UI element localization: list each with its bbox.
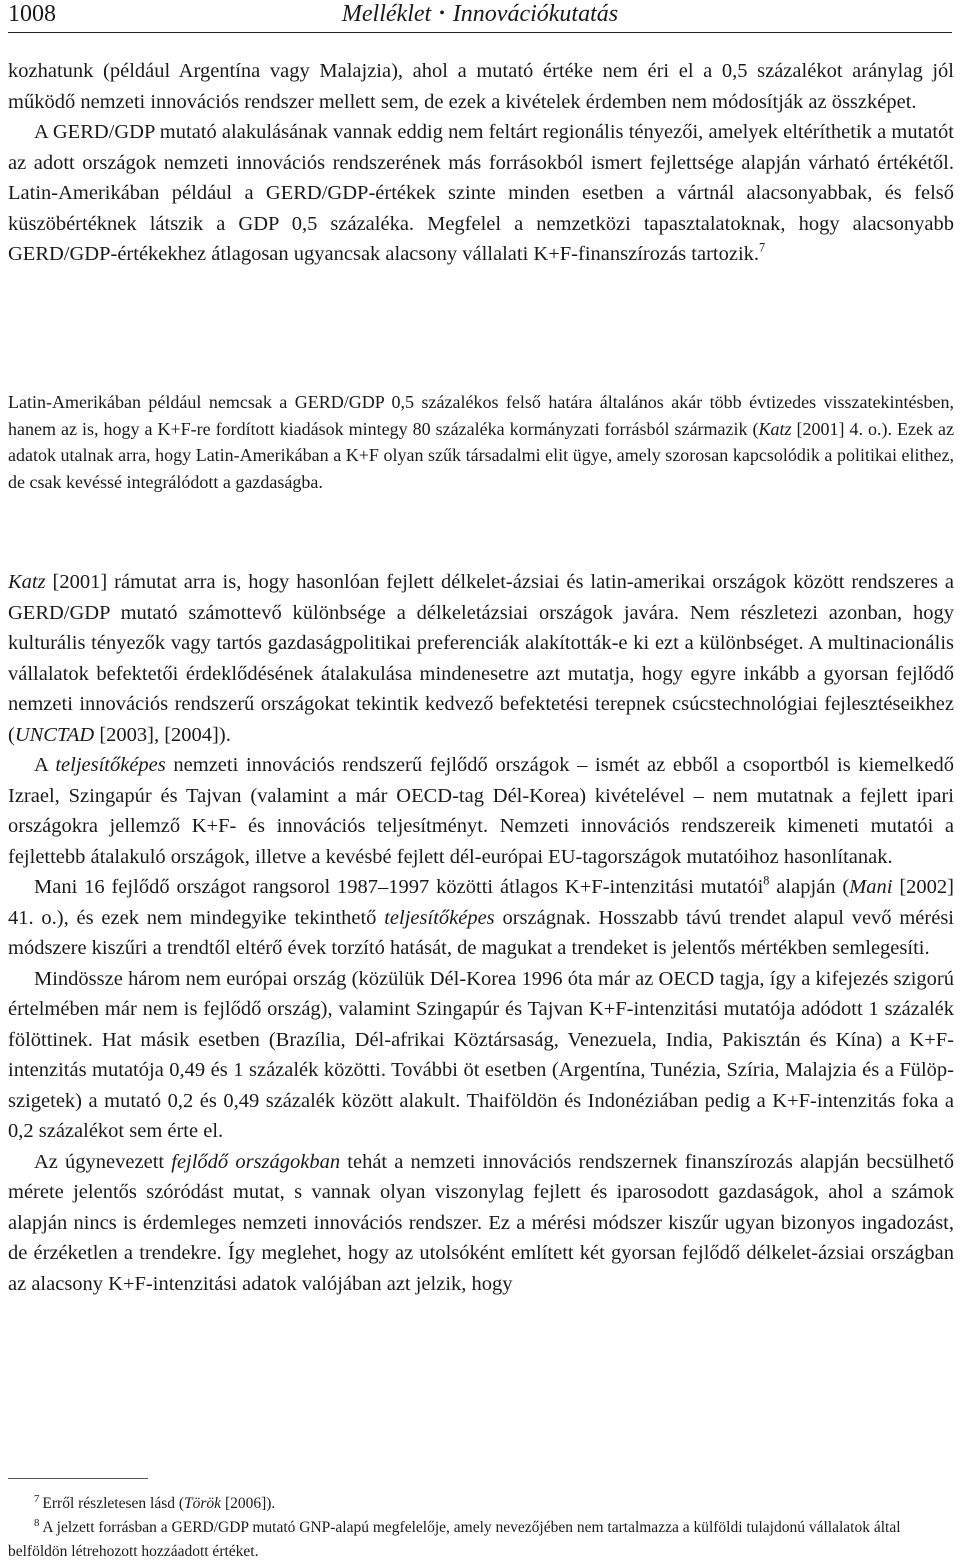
box-paragraph: Latin-Amerikában például nemcsak a GERD/GDP 0,5 százalékos felső határa általános akár több évtizedes visszatekintésben, hanem az is, hogy a K+F-re fordított kiadások mintegy 80 százaléka kormányzati forrásból származik (Katz [2001] 4. o.). Ezek az adatok utalnak arra, hogy Latin-Amerikában a K+F olyan szűk társadalmi elit ügye, amely szorosan kapcsolódik a politikai elithez, de csak kevéssé integrálódott a gazdaságba. [8, 392, 955, 492]
footnote-7: $^7$ Erről részletesen lásd (Török [2006]). [34, 1492, 276, 1512]
footnotes [8, 1492, 954, 1564]
emphasis-term: teljesítőképes [384, 906, 495, 929]
bullet-separator: • [439, 5, 445, 22]
citation-author: UNCTAD [14, 723, 95, 746]
footnote-ref-7: 7 [759, 240, 766, 255]
footnote-ref-8: 8 [763, 873, 770, 888]
footnote-8: $^8$ A jelzett forrásban a GERD/GDP mutató GNP-alapú megfelelője, amely nevezőjében nem tartalmazza a külföldi tulajdonú vállalatok által belföldön létrehozott hozzáadott értéket. [8, 1516, 901, 1560]
section-label: Melléklet [341, 1, 432, 27]
footnote-rule [8, 1478, 148, 1479]
body-block-2 [8, 567, 954, 1299]
topic-label: Innovációkutatás [452, 1, 619, 27]
running-title [8, 0, 952, 31]
paragraph-gerd-regional: A GERD/GDP mutató alakulásának vannak eddig nem feltárt regionális tényezői, amelyek eltéríthetik a mutatót az adott országok nemzeti innovációs rendszerének más forrásokból ismert fejlettsége alapján várható értékétől. Latin-Amerikában például a GERD/GDP-értékek szinte minden esetben a vártnál alacsonyabbak, és felső küszöbértéknek látszik a GDP 0,5 százaléka. Megfelel a nemzetközi tapasztalatoknak, hogy alacsonyabb GERD/GDP-értékekhez átlagosan ugyancsak alacsony vállalati K+F-finanszírozás tartozik.$^7$ [8, 121, 954, 265]
emphasis-term: teljesítőképes [55, 754, 166, 776]
paragraph-developing-countries: Az úgynevezett fejlődő országokban tehát a nemzeti innovációs rendszernek finanszírozás alapján becsülhető mérete jelentős szóródást mutat, s vannak olyan viszonylag fejlett és iparosodott gazdaságok, ahol a számok alapján nincs is érdemleges nemzeti innovációs rendszer. Ez a mérési módszer kiszűr ugyan bizonyos ingadozást, de érzéketlen a trendekre. Így meglehet, hogy az utolsóként említett két gyorsan fejlődő délkelet-ázsiai országban az alacsony K+F-intenzitási adatok valójában azt jelzik, hogy [8, 1150, 954, 1295]
paragraph-country-groups: Mindössze három nem európai ország (közülük Dél-Korea 1996 óta már az OECD tagja, így a kifejezés szigorú értelmében már nem is fejlődő ország), valamint Szingapúr és Tajvan K+F-intenzitási mutatója adódott 1 százalék fölöttinek. Hat másik esetben (Brazília, Dél-afrikai Köztársaság, Venezuela, India, Pakisztán és Kína) a K+F-intenzitás mutatója 0,49 és 1 százalék közötti. További öt esetben (Argentína, Tunézia, Szíria, Malajzia és a Fülöp-szigetek) a mutató 0,2 és 0,49 százalék között alakult. Thaiföldön és Indonéziában pedig a K+F-intenzitás foka a 0,2 százalékot sem érte el. [8, 967, 954, 1142]
box-latin-america [8, 389, 954, 495]
paragraph-performing-nis: A teljesítőképes nemzeti innovációs rendszerű fejlődő országok – ismét az ebből a csoportból is kiemelkedő Izrael, Szingapúr és Tajvan (valamint a már OECD-tag Dél-Korea) kivételével – nem mutatnak a fejlett ipari országokra jellemző K+F- és innovációs teljesítményt. Nemzeti innovációs rendszereik kimeneti mutatói a fejlettebb átalakuló országok, illetve a kevésbé fejlett dél-európai EU-tagországok mutatóihoz hasonlítanak. [8, 754, 954, 868]
citation-author: Katz [758, 418, 792, 439]
citation-author: Mani [849, 876, 893, 898]
page-number: 1008 [8, 1, 56, 27]
citation-author: Katz [8, 571, 46, 593]
paragraph-katz: Katz [2001] rámutat arra is, hogy hasonlóan fejlett délkelet-ázsiai és latin-amerikai országok között rendszeres a GERD/GDP mutató számottevő különbsége a délkeletázsiai országok javára. Nem részletezi azonban, hogy kulturális tényezők vagy tartós gazdaságpolitikai preferenciák alakították-e ki ezt a különbséget. A multinacionális vállalatok befektetői érdeklődésének átalakulása mindenesetre azt mutatja, hogy egyre inkább a gyorsan fejlődő nemzeti innovációs rendszerű országokat tekintik kedvező befektetési terepnek csúcstechnológiai fejlesztéseikhez (UNCTAD [2003], [2004]). [8, 571, 954, 746]
citation-author: Török [184, 1495, 222, 1512]
running-header [8, 0, 952, 33]
paragraph-continuation: kozhatunk (például Argentína vagy Malajzia), ahol a mutató értéke nem éri el a 0,5 százalékot aránylag jól működő nemzeti innovációs rendszer mellett sem, de ezek a kivételek érdemben nem módosítják az összképet. [8, 60, 954, 113]
paragraph-mani: Mani 16 fejlődő országot rangsorol 1987–1997 közötti átlagos K+F-intenzitási mutatói$^8$ alapján (Mani [2002] 41. o.), és ezek nem mindegyike tekinthető teljesítőképes országnak. Hosszabb távú trendet alapul vevő mérési módszere kiszűri a trendtől eltérő évek torzító hatását, de magukat a trendeket is jelentős mértékben semlegesíti. [8, 873, 955, 959]
emphasis-term: fejlődő országokban [171, 1150, 341, 1173]
body-block-1 [8, 56, 954, 270]
